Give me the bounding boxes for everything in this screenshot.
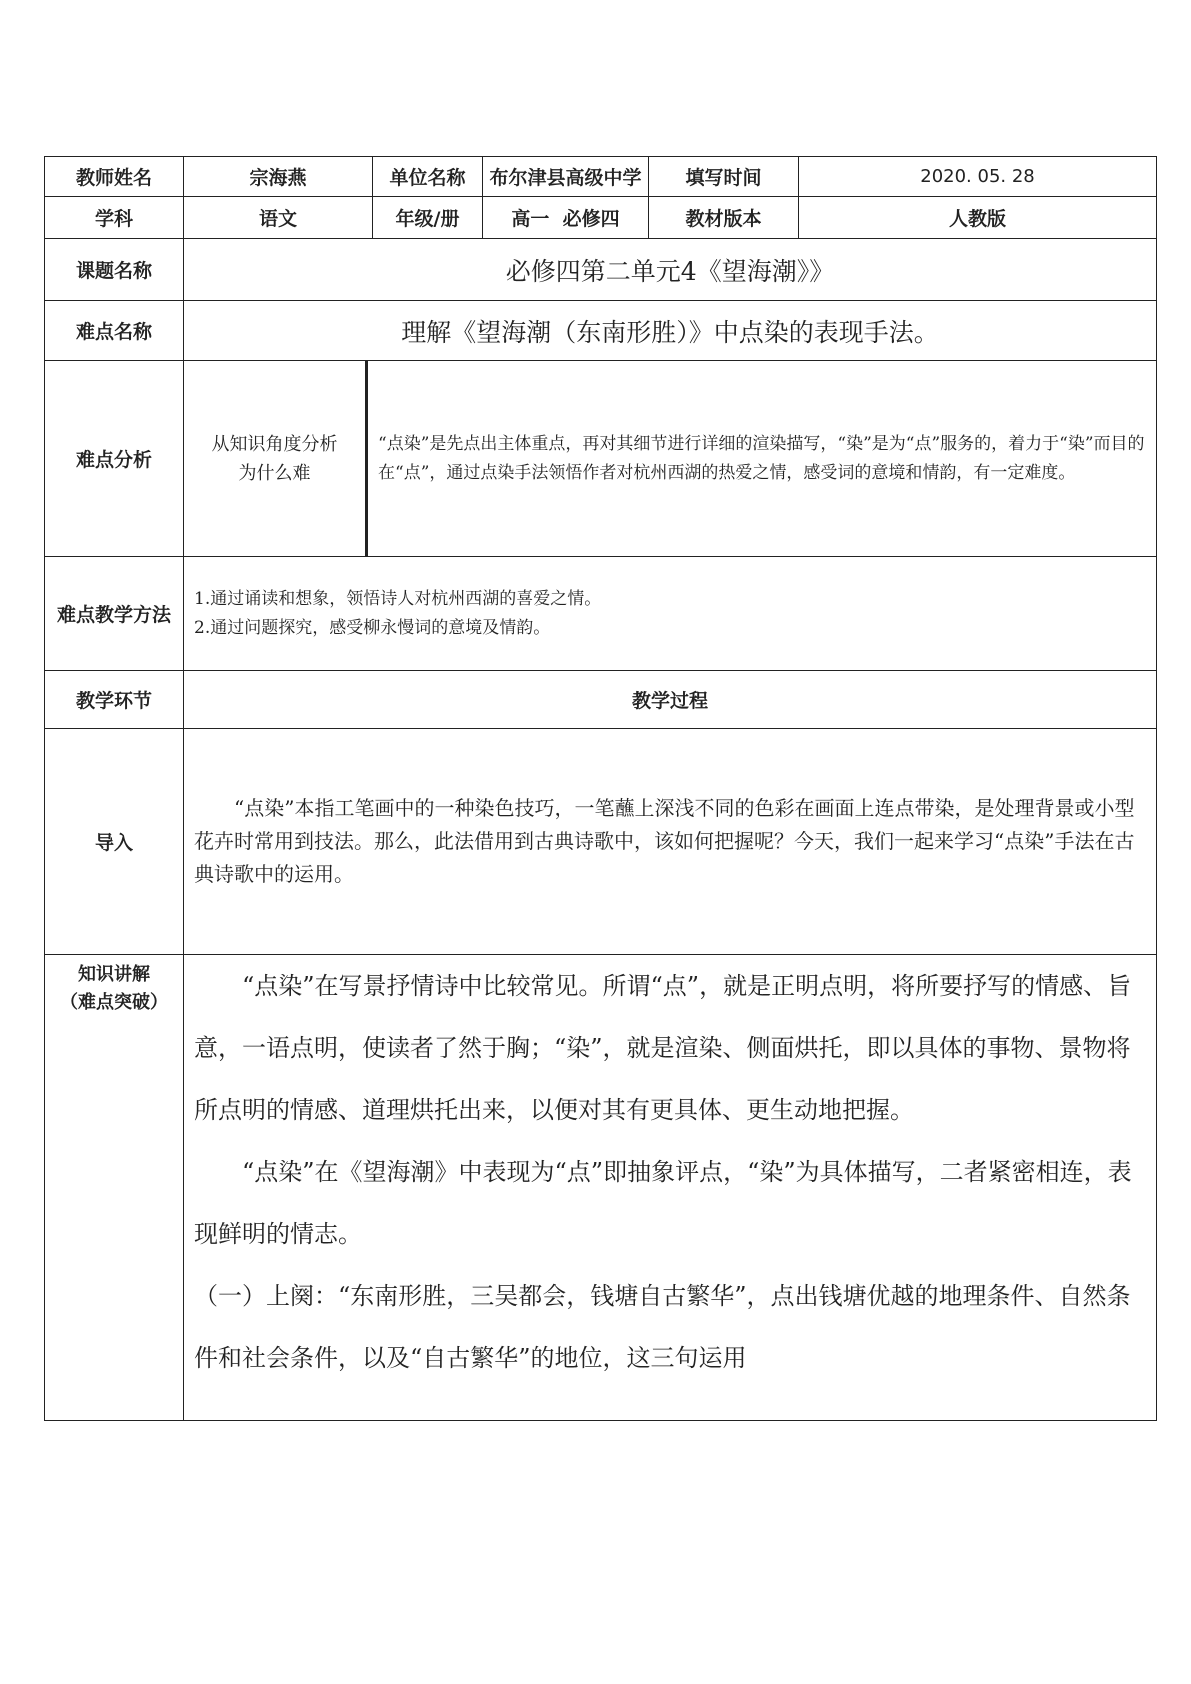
date-label: 填写时间 <box>649 157 799 197</box>
methods-row <box>45 557 1157 671</box>
analysis-label: 难点分析 <box>45 361 184 557</box>
grade-value: 高一 必修四 <box>483 197 649 239</box>
intro-row <box>45 729 1157 955</box>
lesson-plan-table <box>44 156 1157 1421</box>
analysis-text-cell <box>367 361 1157 557</box>
subject-value: 语文 <box>184 197 373 239</box>
knowledge-para-1: “点染”在写景抒情诗中比较常见。所谓“点”，就是正明点明，将所要抒写的情感、旨意，一语点明，使读者了然于胸；“染”，就是渲染、侧面烘托，即以具体的事物、景物将所点明的情感、道理烘托出来，以便对其有更具体、更生动地把握。 <box>194 972 1132 1124</box>
knowledge-label-line1: 知识讲解 <box>78 964 150 985</box>
knowledge-cell <box>184 955 1157 1421</box>
knowledge-label-cell <box>45 955 184 1421</box>
header-row-1 <box>45 157 1157 197</box>
difficulty-value: 理解《望海潮（东南形胜）》中点染的表现手法。 <box>184 301 1157 361</box>
intro-label: 导入 <box>45 729 184 955</box>
edition-value: 人教版 <box>799 197 1157 239</box>
difficulty-label: 难点名称 <box>45 301 184 361</box>
process-label: 教学过程 <box>184 671 1157 729</box>
grade-label: 年级/册 <box>373 197 483 239</box>
lesson-title-row <box>45 239 1157 301</box>
unit-label: 单位名称 <box>373 157 483 197</box>
analysis-angle-label: 从知识角度分析为什么难 <box>184 361 367 557</box>
stage-label: 教学环节 <box>45 671 184 729</box>
analysis-text: “点染”是先点出主体重点，再对其细节进行详细的渲染描写，“染”是为“点”服务的，着力于“染”而目的在“点”，通过点染手法领悟作者对杭州西湖的热爱之情，感受词的意境和情韵，有一定难度。 <box>378 433 1145 483</box>
knowledge-label-line2: （难点突破） <box>60 992 168 1013</box>
methods-cell <box>184 557 1157 671</box>
header-row-2 <box>45 197 1157 239</box>
methods-label: 难点教学方法 <box>45 557 184 671</box>
subject-label: 学科 <box>45 197 184 239</box>
teacher-value: 宗海燕 <box>184 157 373 197</box>
teacher-label: 教师姓名 <box>45 157 184 197</box>
knowledge-para-2: “点染”在《望海潮》中表现为“点”即抽象评点，“染”为具体描写，二者紧密相连，表现鲜明的情志。 <box>194 1158 1132 1248</box>
lesson-plan-form <box>44 156 1156 1421</box>
intro-text: “点染”本指工笔画中的一种染色技巧，一笔蘸上深浅不同的色彩在画面上连点带染，是处理背景或小型花卉时常用到技法。那么，此法借用到古典诗歌中，该如何把握呢？今天，我们一起来学习“点染”手法在古典诗歌中的运用。 <box>194 796 1135 886</box>
difficulty-row <box>45 301 1157 361</box>
edition-label: 教材版本 <box>649 197 799 239</box>
lesson-title-label: 课题名称 <box>45 239 184 301</box>
analysis-row <box>45 361 1157 557</box>
date-value: 2020. 05. 28 <box>799 157 1157 197</box>
method-item-2: 2.通过问题探究，感受柳永慢词的意境及情韵。 <box>194 617 551 638</box>
method-item-1: 1.通过诵读和想象，领悟诗人对杭州西湖的喜爱之情。 <box>194 588 602 609</box>
knowledge-para-3: （一）上阕：“东南形胜，三吴都会，钱塘自古繁华”，点出钱塘优越的地理条件、自然条件和社会条件，以及“自古繁华”的地位，这三句运用 <box>194 1282 1131 1372</box>
lesson-title-value: 必修四第二单元4《望海潮》》 <box>184 239 1157 301</box>
unit-value: 布尔津县高级中学 <box>483 157 649 197</box>
intro-cell <box>184 729 1157 955</box>
knowledge-row <box>45 955 1157 1421</box>
process-header-row <box>45 671 1157 729</box>
